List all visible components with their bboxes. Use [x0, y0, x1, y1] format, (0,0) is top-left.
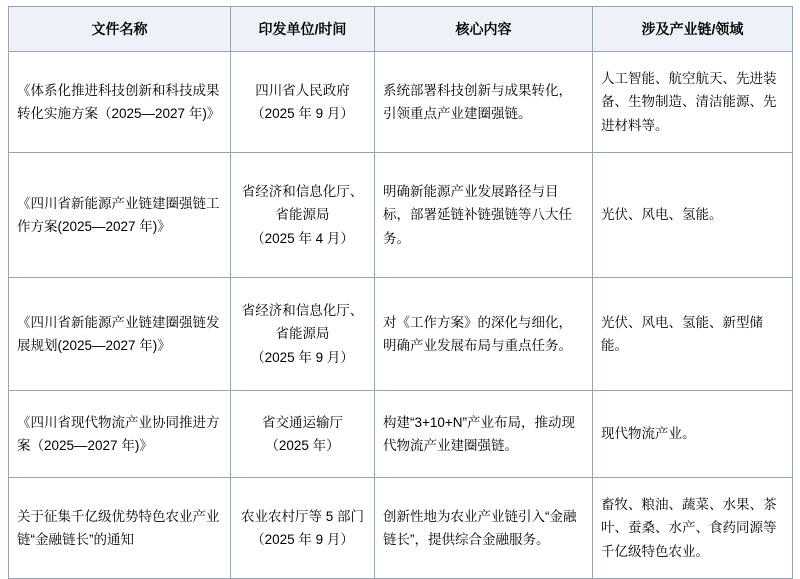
column-header-file-name: 文件名称 — [9, 7, 231, 52]
cell-industry-chain: 畜牧、粮油、蔬菜、水果、茶叶、蚕桑、水产、食药同源等千亿级特色农业。 — [593, 478, 793, 579]
issuer-date: （2025 年 9 月） — [251, 349, 354, 365]
issuer-date: （2025 年） — [265, 438, 340, 453]
table-header — [9, 7, 793, 52]
cell-issuer-time — [231, 478, 375, 579]
policy-documents-table — [8, 6, 793, 579]
table-row — [9, 153, 793, 278]
issuer-name: 省交通运输厅 — [262, 414, 343, 430]
table-body — [9, 52, 793, 579]
cell-core-content: 构建“3+10+N”产业布局，推动现代物流产业建圈强链。 — [375, 391, 593, 478]
cell-core-content: 明确新能源产业发展路径与目标，部署延链补链强链等八大任务。 — [375, 153, 593, 278]
cell-issuer-time — [231, 391, 375, 478]
cell-industry-chain: 人工智能、航空航天、先进装备、生物制造、清洁能源、先进材料等。 — [593, 52, 793, 153]
cell-issuer-time — [231, 52, 375, 153]
issuer-date: （2025 年 4 月） — [251, 230, 354, 246]
cell-core-content: 系统部署科技创新与成果转化，引领重点产业建圈强链。 — [375, 52, 593, 153]
issuer-name: 农业农村厅等 5 部门 — [240, 508, 364, 524]
cell-file-name: 《体系化推进科技创新和科技成果转化实施方案（2025—2027 年)》 — [9, 52, 231, 153]
cell-industry-chain: 光伏、风电、氢能、新型储能。 — [593, 278, 793, 391]
issuer-date: （2025 年 9 月） — [251, 532, 354, 547]
cell-file-name: 《四川省新能源产业链建圈强链工作方案(2025—2027 年)》 — [9, 153, 231, 278]
cell-core-content: 创新性地为农业产业链引入“金融链长”，提供综合金融服务。 — [375, 478, 593, 579]
cell-issuer-time — [231, 153, 375, 278]
issuer-name: 省经济和信息化厅、省能源局 — [241, 303, 364, 342]
issuer-name: 四川省人民政府 — [255, 82, 350, 98]
cell-issuer-time — [231, 278, 375, 391]
table-header-row — [9, 7, 793, 52]
cell-core-content: 对《工作方案》的深化与细化，明确产业发展布局与重点任务。 — [375, 278, 593, 391]
cell-industry-chain: 现代物流产业。 — [593, 391, 793, 478]
table-row — [9, 278, 793, 391]
table-row — [9, 52, 793, 153]
table-row — [9, 391, 793, 478]
cell-file-name: 《四川省现代物流产业协同推进方案（2025—2027 年)》 — [9, 391, 231, 478]
column-header-issuer-time: 印发单位/时间 — [231, 7, 375, 52]
cell-file-name: 关于征集千亿级优势特色农业产业链“金融链长”的通知 — [9, 478, 231, 579]
table-row — [9, 478, 793, 579]
issuer-name: 省经济和信息化厅、省能源局 — [241, 184, 364, 223]
column-header-core-content: 核心内容 — [375, 7, 593, 52]
cell-file-name: 《四川省新能源产业链建圈强链发展规划(2025—2027 年)》 — [9, 278, 231, 391]
cell-industry-chain: 光伏、风电、氢能。 — [593, 153, 793, 278]
column-header-industry-chain: 涉及产业链/领域 — [593, 7, 793, 52]
issuer-date: （2025 年 9 月） — [251, 106, 354, 121]
